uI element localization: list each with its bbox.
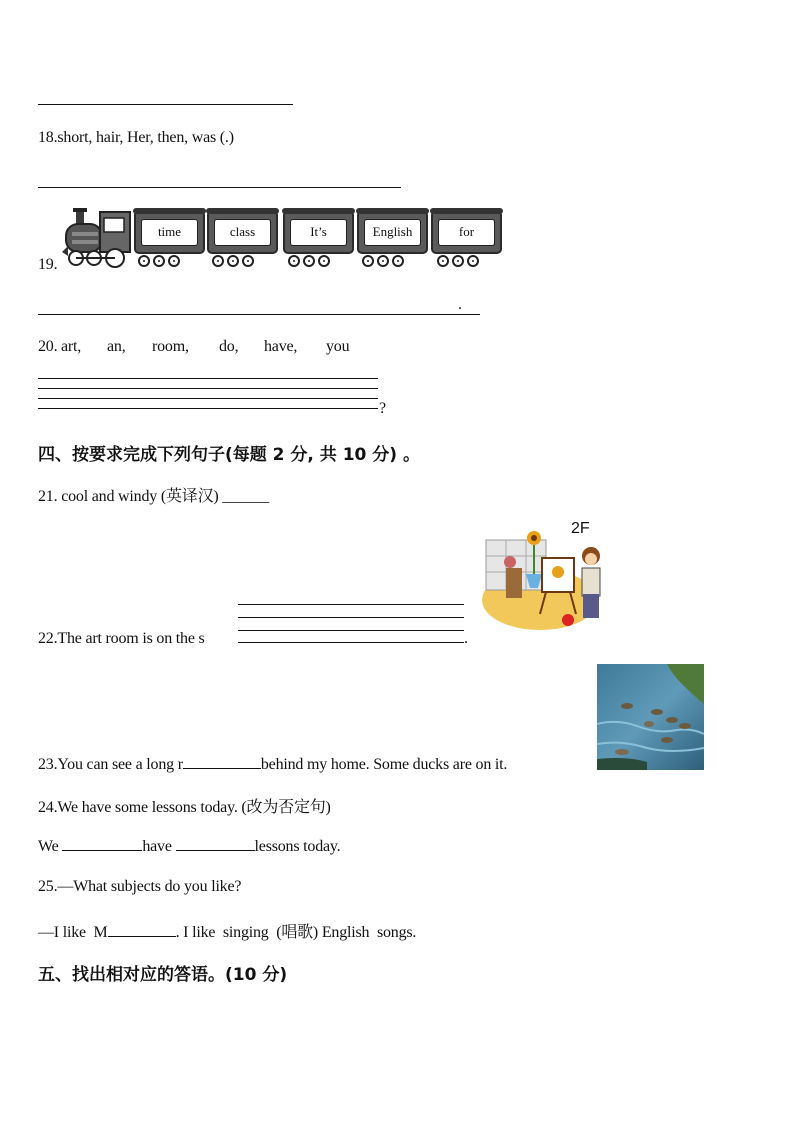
answer-blank-24b[interactable]: [176, 836, 255, 851]
question-24: 24.We have some lessons today. (改为否定句): [38, 799, 331, 816]
question-20-number: 20.: [38, 338, 58, 355]
train-car-2: [207, 210, 278, 254]
question-18: 18.short, hair, Her, then, was (.): [38, 129, 234, 146]
river-ducks-picture: [597, 664, 704, 770]
answer-line-22a[interactable]: [238, 604, 464, 605]
question-22: 22.The art room is on the s: [38, 630, 205, 647]
answer-line-18[interactable]: [38, 187, 401, 188]
train-car-3: [283, 210, 354, 254]
question-24-answer: We have lessons today.: [38, 838, 341, 855]
answer-line-20c[interactable]: [38, 398, 378, 399]
word-card: class: [214, 219, 271, 246]
question-23-after: behind my home. Some ducks are on it.: [260, 756, 508, 773]
section-4-heading: 四、按要求完成下列句子(每题 2 分, 共 10 分) 。: [38, 445, 420, 465]
answer-line-20a[interactable]: [38, 378, 378, 379]
question-23-before: 23.You can see a long r: [38, 756, 183, 773]
word-card: English: [364, 219, 421, 246]
word: an,: [107, 338, 126, 355]
answer-blank-23[interactable]: [183, 754, 261, 769]
answer-line-17[interactable]: [38, 104, 293, 105]
locomotive-icon: [60, 206, 134, 270]
question-19-period: .: [458, 296, 462, 313]
question-22-period: .: [464, 630, 468, 647]
question-19-number: 19.: [38, 256, 58, 273]
section-5-heading: 五、找出相对应的答语。(10 分): [38, 965, 288, 985]
word: have,: [264, 338, 298, 355]
question-21: 21. cool and windy (英译汉) ______: [38, 488, 270, 505]
word: art,: [61, 338, 82, 355]
answer-line-20d[interactable]: [38, 408, 378, 409]
train-car-5: [431, 210, 502, 254]
answer-blank-24a[interactable]: [62, 836, 142, 851]
question-25-answer: —I like M . I like singing (唱歌) English songs.: [38, 924, 417, 941]
art-room-picture: [478, 520, 608, 645]
answer-line-22b[interactable]: [238, 617, 464, 618]
question-23: [38, 754, 507, 774]
word-card: for: [438, 219, 495, 246]
question-20-mark: ?: [379, 400, 386, 417]
train-car-1: [134, 210, 205, 254]
train-car-4: [357, 210, 428, 254]
answer-blank-25[interactable]: [108, 922, 176, 937]
answer-line-20b[interactable]: [38, 388, 378, 389]
word-card: time: [141, 219, 198, 246]
answer-line-19[interactable]: [38, 314, 480, 315]
word-card: It’s: [290, 219, 347, 246]
floor-label: 2F: [571, 520, 590, 537]
word: do,: [219, 338, 239, 355]
word: room,: [152, 338, 189, 355]
question-25: 25.—What subjects do you like?: [38, 878, 242, 895]
word: you: [326, 338, 350, 355]
answer-line-22d[interactable]: [238, 642, 464, 643]
answer-line-22c[interactable]: [238, 630, 464, 631]
